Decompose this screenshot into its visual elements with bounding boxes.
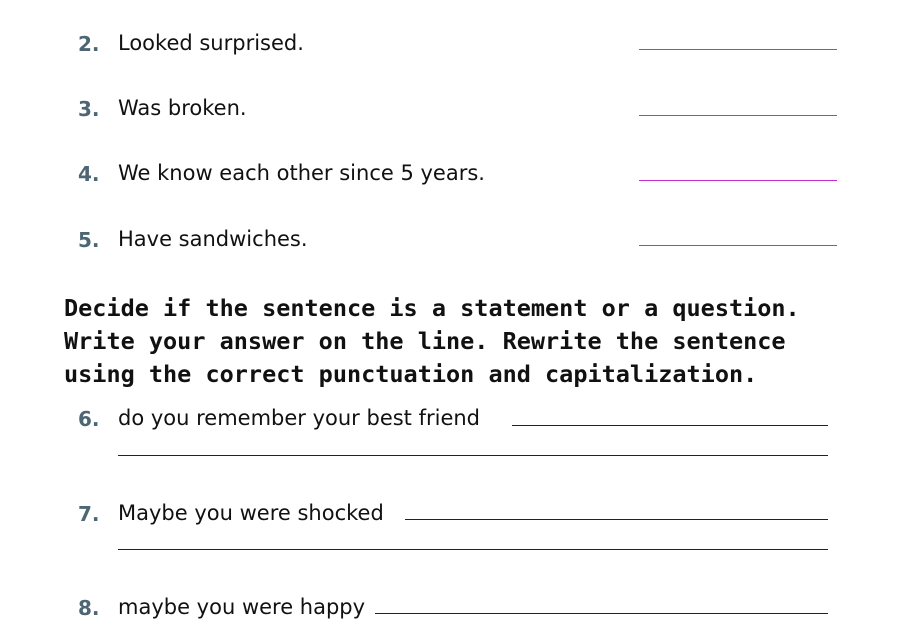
instructions-line: using the correct punctuation and capitalization.	[64, 360, 758, 388]
item-number: 4.	[78, 162, 100, 186]
answer-line[interactable]	[405, 519, 828, 520]
item-text: maybe you were happy	[118, 595, 366, 619]
rewrite-line[interactable]	[118, 549, 828, 550]
item-number: 6.	[78, 407, 100, 431]
answer-line[interactable]	[639, 245, 837, 246]
answer-line[interactable]	[639, 115, 837, 116]
answer-line[interactable]	[639, 180, 837, 181]
item-number: 7.	[78, 502, 100, 526]
rewrite-line[interactable]	[118, 455, 828, 456]
answer-line[interactable]	[512, 425, 828, 426]
item-number: 8.	[78, 596, 100, 620]
item-number: 3.	[78, 97, 100, 121]
answer-line[interactable]	[375, 613, 828, 614]
item-text: We know each other since 5 years.	[118, 161, 485, 185]
item-text: Looked surprised.	[118, 31, 304, 55]
instructions	[64, 292, 864, 391]
item-text: do you remember your best friend	[118, 406, 481, 430]
instructions-line: Write your answer on the line. Rewrite the sentence	[64, 327, 786, 355]
item-text: Have sandwiches.	[118, 227, 308, 251]
item-text: Maybe you were shocked	[118, 501, 384, 525]
answer-line[interactable]	[639, 49, 837, 50]
instructions-line: Decide if the sentence is a statement or a question.	[64, 294, 800, 322]
item-number: 2.	[78, 32, 100, 56]
item-number: 5.	[78, 228, 100, 252]
item-text: Was broken.	[118, 96, 247, 120]
